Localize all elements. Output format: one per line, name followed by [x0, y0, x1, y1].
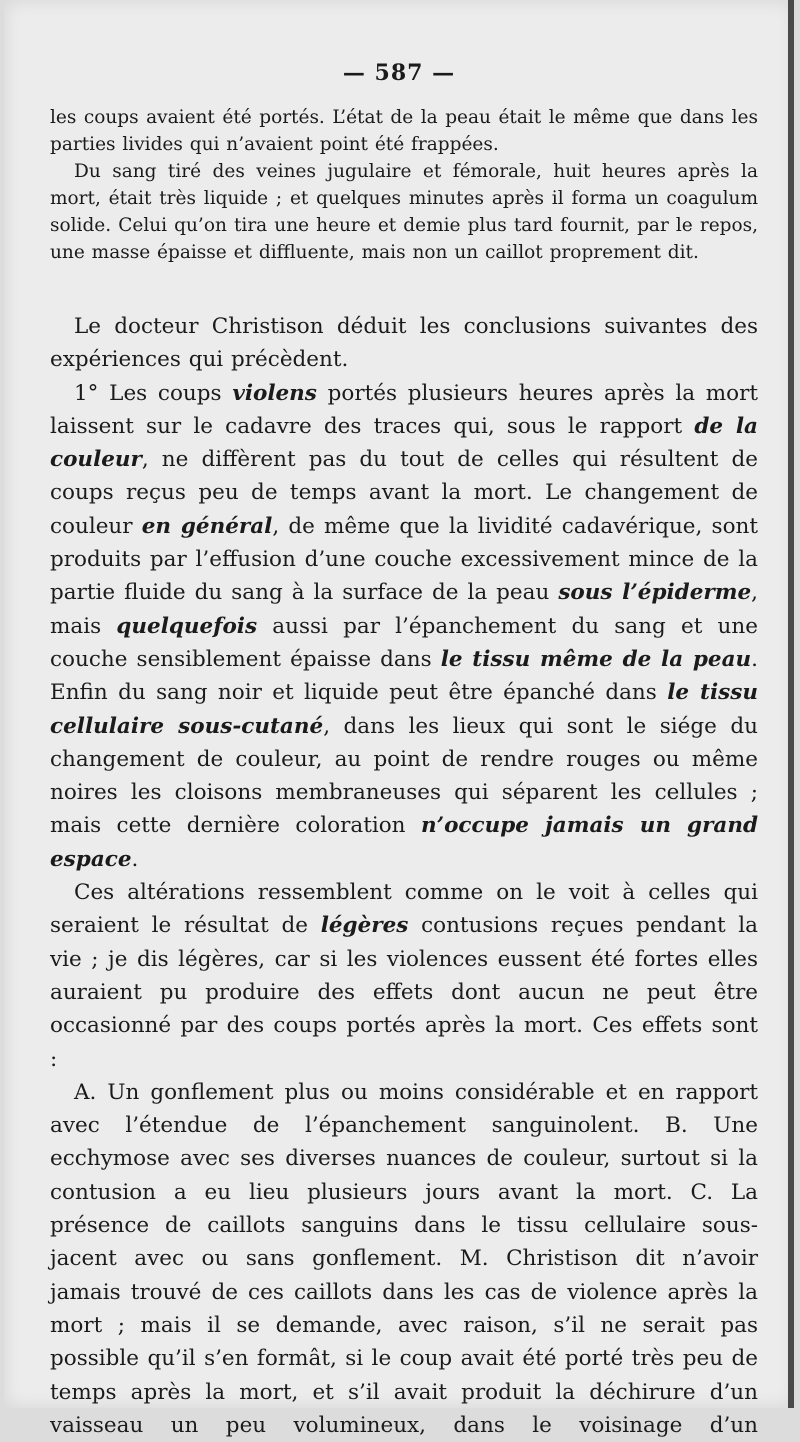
emphasis: quelquefois: [116, 613, 258, 639]
text-run: . Enfin du sang noir et liquide peut être épanché dans: [50, 646, 758, 706]
emphasis: légères: [320, 913, 409, 939]
paragraph-conclusions-intro: Le docteur Christison déduit les conclusions suivantes des expériences qui précèdent.: [50, 314, 758, 373]
text-run: , ne diffèrent pas du tout de celles qui résultent de coups reçus peu de temps avant la mort. Le changement de couleur: [50, 447, 758, 539]
paragraph-blood-sample: Du sang tiré des veines jugulaire et fémorale, huit heures après la mort, était très liquide ; et quelques minutes après il forma un coagulum solide. Celui qu’on tira une heure et demie plus tard fournit, par le repos, une masse épaisse et diffluente, mais non un caillot proprement dit.: [50, 161, 758, 263]
emphasis: de la couleur: [50, 413, 758, 473]
small-text-block: [50, 104, 758, 266]
emphasis: le tissu cellulaire sous-cutané: [50, 680, 759, 739]
text-run: Ces altérations ressemblent comme on le voit à celles qui seraient le résultat de: [50, 880, 758, 939]
emphasis: le tissu même de la peau: [440, 646, 752, 672]
text-run: , dans les lieux qui sont le siége du changement de couleur, au point de rendre rouges ou même noires les cloisons membraneuses qui séparent les cellules ; mais cette dernière coloration: [50, 713, 758, 839]
text-run: portés plusieurs heures après la mort laissent sur le cadavre des traces qui, sous le rapport: [50, 380, 759, 439]
emphasis: en général: [141, 513, 273, 539]
main-text-block: [50, 310, 758, 1442]
page-edge-shadow: [788, 0, 794, 1408]
emphasis: violens: [232, 380, 317, 406]
text-run: .: [131, 846, 139, 872]
paragraph-point-1: [50, 377, 758, 876]
paragraph-alterations: [50, 876, 758, 1076]
emphasis: sous l’épiderme: [558, 580, 752, 606]
page-number: — 587 —: [342, 60, 456, 86]
book-page: [4, 0, 794, 1438]
text-run: contusions reçues pendant la vie ; je dis légères, car si les violences eussent été fortes elles auraient pu produire des effets dont aucun ne peut être occasionné par des coups portés après la mort. Ces effets sont :: [50, 913, 758, 1072]
emphasis: n’occupe jamais un grand espace: [50, 813, 758, 872]
text-run: , de même que la lividité cadavérique, sont produits par l’effusion d’une couche excessivement mince de la partie fluide du sang à la surface de la peau: [50, 513, 758, 606]
paragraph-effects: A. Un gonflement plus ou moins considérable et en rapport avec l’étendue de l’épanchement sanguinolent. B. Une ecchymose avec ses diverses nuances de couleur, surtout si la contusion a eu lieu plusieurs jours avant la mort. C. La présence de caillots sanguins dans le tissu cellulaire sous-jacent avec ou sans gonflement. M. Christison dit n’avoir jamais trouvé de ces caillots dans les cas de violence après la mort ; mais il se demande, avec raison, s’il ne serait pas possible qu’il s’en formât, si le coup avait été porté très peu de temps après la mort, et s’il avait produit la déchirure d’un vaisseau un peu volumineux, dans le voisinage d’un: [50, 1079, 758, 1438]
text-run: 1° Les coups: [74, 380, 222, 406]
text-run: aussi par l’épanchement du sang et une couche sensiblement épaisse dans: [50, 613, 758, 672]
text-run: , mais: [50, 580, 758, 639]
paragraph-continuation: les coups avaient été portés. L’état de la peau était le même que dans les parties livides qui n’avaient point été frappées.: [50, 107, 758, 155]
